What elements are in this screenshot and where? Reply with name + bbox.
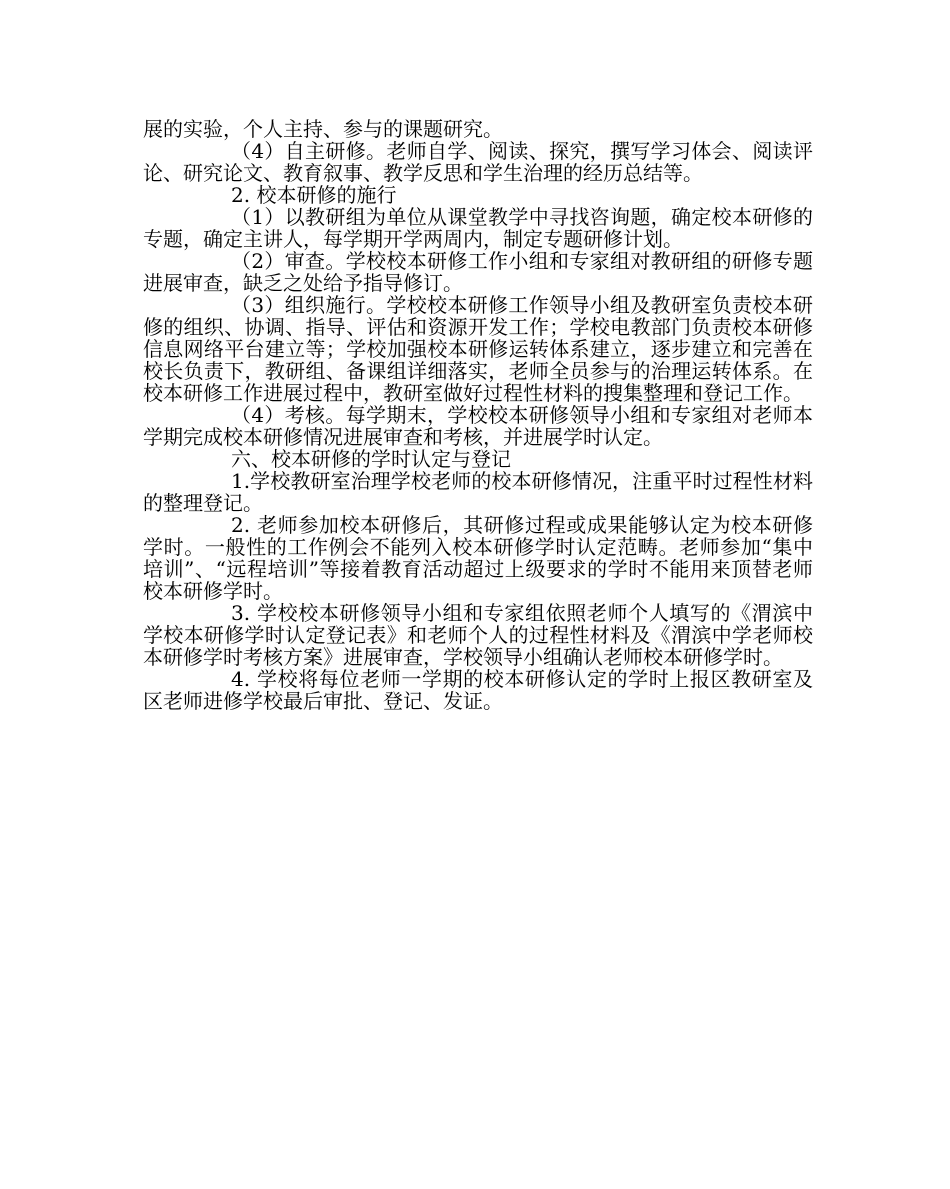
paragraph-self-study: （4）自主研修。老师自学、阅读、探究，撰写学习体会、阅读评论、研究论文、教育叙事、教学反思和学生治理的经历总结等。 — [143, 139, 813, 185]
paragraph-item-4: 4. 学校将每位老师一学期的校本研修认定的学时上报区教研室及区老师进修学校最后审批、登记、发证。 — [143, 667, 813, 713]
section-heading-implementation: 2. 校本研修的施行 — [231, 183, 397, 207]
section-heading-credit-registration: 六、校本研修的学时认定与登记 — [231, 447, 511, 471]
paragraph-topic-selection: （1）以教研组为单位从课堂教学中寻找咨询题，确定校本研修的专题，确定主讲人，每学期开学两周内，制定专题研修计划。 — [143, 205, 813, 251]
paragraph-item-3: 3. 学校校本研修领导小组和专家组依照老师个人填写的《渭滨中学校本研修学时认定登记表》和老师个人的过程性材料及《渭滨中学老师校本研修学时考核方案》进展审查，学校领导小组确认老师校本研修学时。 — [143, 601, 813, 669]
paragraph-review: （2）审查。学校校本研修工作小组和专家组对教研组的研修专题进展审查，缺乏之处给予指导修订。 — [143, 249, 813, 295]
paragraph-assessment: （4）考核。每学期末，学校校本研修领导小组和专家组对老师本学期完成校本研修情况进展审查和考核，并进展学时认定。 — [143, 403, 813, 449]
paragraph-item-2: 2. 老师参加校本研修后，其研修过程或成果能够认定为校本研修学时。一般性的工作例会不能列入校本研修学时认定范畴。老师参加“集中培训”、“远程培训”等接着教育活动超过上级要求的学时不能用来顶替老师校本研修学时。 — [143, 513, 813, 603]
paragraph-item-1: 1.学校教研室治理学校老师的校本研修情况，注重平时过程性材料的整理登记。 — [143, 469, 813, 515]
paragraph-organization: （3）组织施行。学校校本研修工作领导小组及教研室负责校本研修的组织、协调、指导、评估和资源开发工作；学校电教部门负责校本研修信息网络平台建立等；学校加强校本研修运转体系建立，逐步建立和完善在校长负责下，教研组、备课组详细落实，老师全员参与的治理运转体系。在校本研修工作进展过程中，教研室做好过程性材料的搜集整理和登记工作。 — [143, 293, 813, 405]
document-body — [143, 118, 813, 712]
paragraph-continuation: 展的实验，个人主持、参与的课题研究。 — [143, 117, 503, 141]
